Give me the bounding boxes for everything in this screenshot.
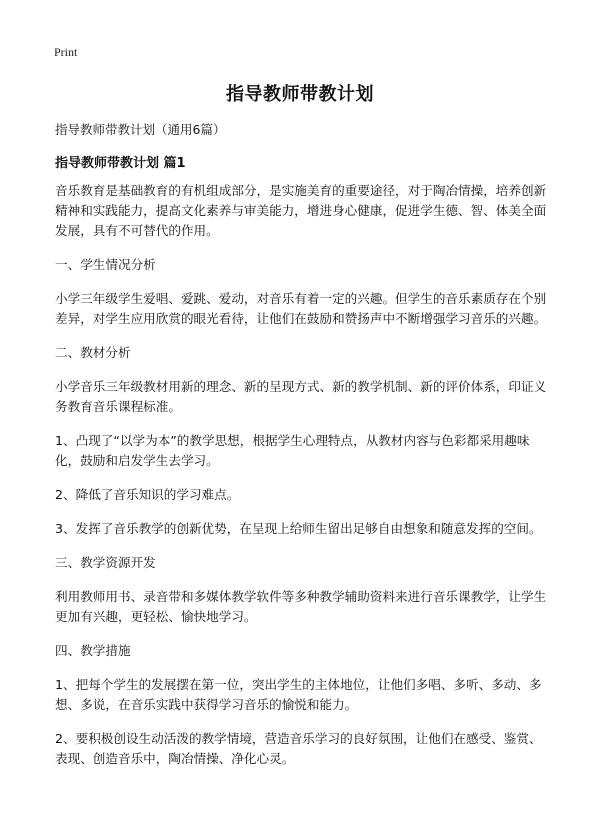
section-title: 指导教师带教计划 篇1: [55, 156, 186, 171]
print-link[interactable]: Print: [54, 45, 78, 59]
textbook-point-2: 2、降低了音乐知识的学习难点。: [55, 487, 240, 502]
textbook-analysis-paragraph: 小学音乐三年级教材用新的理念、新的呈现方式、新的教学机制、新的评价体系，印证义务教育音乐课程标准。: [55, 379, 547, 414]
textbook-point-3: 3、发挥了音乐教学的创新优势，在呈现上给师生留出足够自由想象和随意发挥的空间。: [55, 521, 542, 536]
page-title: 指导教师带教计划: [226, 84, 374, 105]
measure-point-2: 2、要积极创设生动活泼的教学情境，营造音乐学习的良好氛围，让他们在感受、鉴赏、表现、创造音乐中，陶冶情操、净化心灵。: [55, 731, 542, 766]
measure-point-1: 1、把每个学生的发展摆在第一位，突出学生的主体地位，让他们多唱、多听、多动、多想、多说，在音乐实践中获得学习音乐的愉悦和能力。: [55, 677, 542, 712]
resources-paragraph: 利用教师用书、录音带和多媒体教学软件等多种教学辅助资料来进行音乐课教学，让学生更加有兴趣，更轻松、愉快地学习。: [55, 589, 547, 624]
student-analysis-paragraph: 小学三年级学生爱唱、爱跳、爱动，对音乐有着一定的兴趣。但学生的音乐素质存在个别差异，对学生应用欣赏的眼光看待，让他们在鼓励和赞扬声中不断增强学习音乐的兴趣。: [55, 291, 547, 326]
document-body: [55, 181, 551, 783]
textbook-point-1: 1、凸现了“以学为本”的教学思想，根据学生心理特点，从教材内容与色彩都采用趣味化，鼓励和启发学生去学习。: [55, 433, 530, 468]
heading-student-analysis: 一、学生情况分析: [55, 257, 156, 272]
intro-paragraph: 音乐教育是基础教育的有机组成部分，是实施美育的重要途径，对于陶冶情操，培养创新精神和实践能力，提高文化素养与审美能力，增进身心健康，促进学生德、智、体美全面发展，具有不可替代的作用。: [55, 183, 547, 238]
heading-textbook-analysis: 二、教材分析: [55, 345, 131, 360]
document-subtitle: 指导教师带教计划（通用6篇）: [55, 122, 226, 137]
heading-measures: 四、教学措施: [55, 643, 131, 658]
heading-resources: 三、教学资源开发: [55, 555, 156, 570]
